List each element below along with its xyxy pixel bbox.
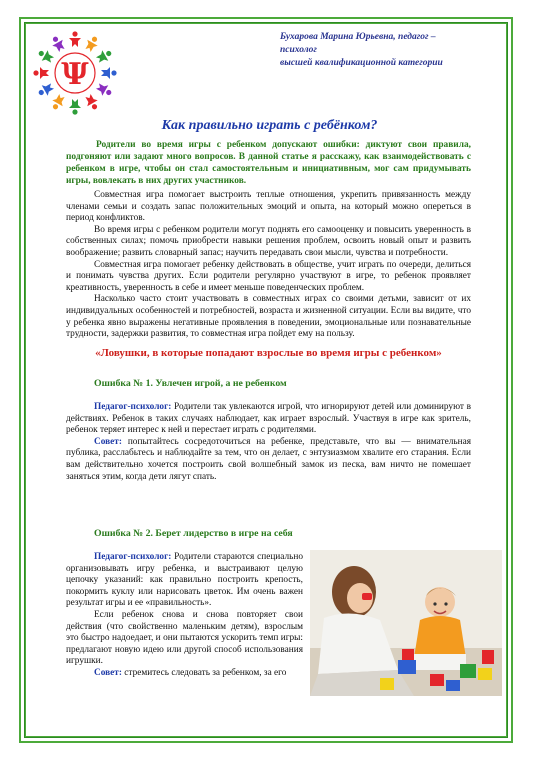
logo-symbol: Ψ [61, 57, 89, 92]
pedagog-text: Родители так увлекаются игрой, что игнорируют детей или доминируют в действиях. Ребенок в таких случаях наблюдает, как играет взрослый. Участвуя в игре как зритель, ребенок теряет интерес к ней и перестает играть с родителями. [66, 402, 471, 436]
mistake-2-body [66, 552, 303, 680]
pedagog-label: Педагог-психолог: [94, 552, 172, 562]
author-block [280, 31, 470, 70]
paragraph: Совместная игра помогает выстроить теплые отношения, укрепить привязанность между членами семьи и создать запас положительных эмоций и опыта, на который можно опереться в период конфликтов. [66, 190, 471, 224]
logo-figure-icon [101, 67, 117, 79]
mistake-2-heading: Ошибка № 2. Берет лидерство в игре на себя [94, 528, 293, 539]
mistake-1-advice [66, 437, 471, 483]
photo-illustration [310, 550, 502, 696]
mistake-2-advice [66, 668, 303, 680]
author-line-2: высшей квалификационной категории [280, 58, 443, 68]
mistake-1-pedagog [66, 402, 471, 437]
advice-label: Совет: [94, 436, 122, 447]
article-title: Как правильно играть с ребёнком? [161, 118, 378, 133]
advice-text: попытайтесь сосредоточиться на ребенке, представьте, что вы — внимательная публика, расслабьтесь и наблюдайте за тем, что он делает, с энтузиазмом хвалите его старания. Если вам действительно хочется построить свой волшебный замок из песка, вам ничто не помешает заняться этим, когда дети лягут спать. [66, 436, 471, 482]
logo-figure-icon [94, 47, 114, 65]
logo-figure-icon [83, 34, 101, 54]
traps-heading: «Ловушки, в которые попадают взрослые во время игры с ребенком» [95, 347, 442, 359]
logo-figure-icon [94, 81, 114, 99]
pedagog-text: Родители стараются специально организовывать игру ребенка, и выстраивают целую цепочку указаний: как правильно построить крепость, покормить куклу или нарисовать цветок. Им очень важен результат игры и ее «правильность». [66, 552, 303, 609]
paragraph: Во время игры с ребенком родители могут поднять его самооценку и повысить уверенность в собственных силах; помочь приобрести навыки решения проблем, освоить новый опыт и развить воображение; развить словарный запас; научить передавать свои мысли, чувства и потребности. [66, 224, 471, 258]
mistake-2-pedagog [66, 552, 303, 610]
logo-figure-icon [36, 47, 56, 65]
logo-figure-icon [69, 99, 81, 115]
logo-figure-icon [49, 34, 67, 54]
logo-figure-icon [69, 31, 81, 47]
author-line-1: Бухарова Марина Юрьевна, педагог – психолог [280, 32, 436, 55]
mistake-2-paragraph: Если ребенок снова и снова повторяет свои действия (что свойственно маленьким детям), взрослым это быстро надоедает, и они пытаются ускорить темп игры: предлагают новую идею или другой способ использования игрушки. [66, 609, 303, 667]
logo-figure-icon [36, 81, 56, 99]
psychology-logo-icon [30, 26, 120, 118]
mother-child-photo [310, 550, 502, 696]
paragraph: Совместная игра помогает ребенку действовать в обществе, учит играть по очереди, делиться и понимать чувства других. Если родители регулярно участвуют в игре, то ребенок проявляет креативность, уверенность в себе и имеет меньше поведенческих проблем. [66, 259, 471, 293]
logo-figure-icon [49, 92, 67, 112]
pedagog-label: Педагог-психолог: [94, 402, 172, 412]
intro-paragraph: Родители во время игры с ребенком допускают ошибки: диктуют свои правила, подгоняют или задают много вопросов. В данной статье я расскажу, как взаимодействовать с ребенком в игре, чтобы он стал самостоятельным и инициативным, мог сам придумывать игры, вовлекать в них других участников. [66, 140, 471, 186]
logo-figure-icon [83, 92, 101, 112]
logo-figure-icon [33, 67, 49, 79]
advice-label: Совет: [94, 667, 122, 678]
mistake-1-heading: Ошибка № 1. Увлечен игрой, а не ребенком [94, 378, 287, 389]
advice-text: стремитесь следовать за ребенком, за его [121, 667, 287, 678]
paragraph: Насколько часто стоит участвовать в совместных играх со своими детьми, зависит от их индивидуальных особенностей и потребностей, возраста и жизненной ситуации. Если вы видите, что у ребенка явно выражены негативные проявления в поведении, эмоциональные или познавательные трудности, задержки развития, то совместная игра пойдет ему на пользу. [66, 294, 471, 340]
body-paragraphs [66, 190, 471, 341]
mistake-1-body [66, 402, 471, 483]
